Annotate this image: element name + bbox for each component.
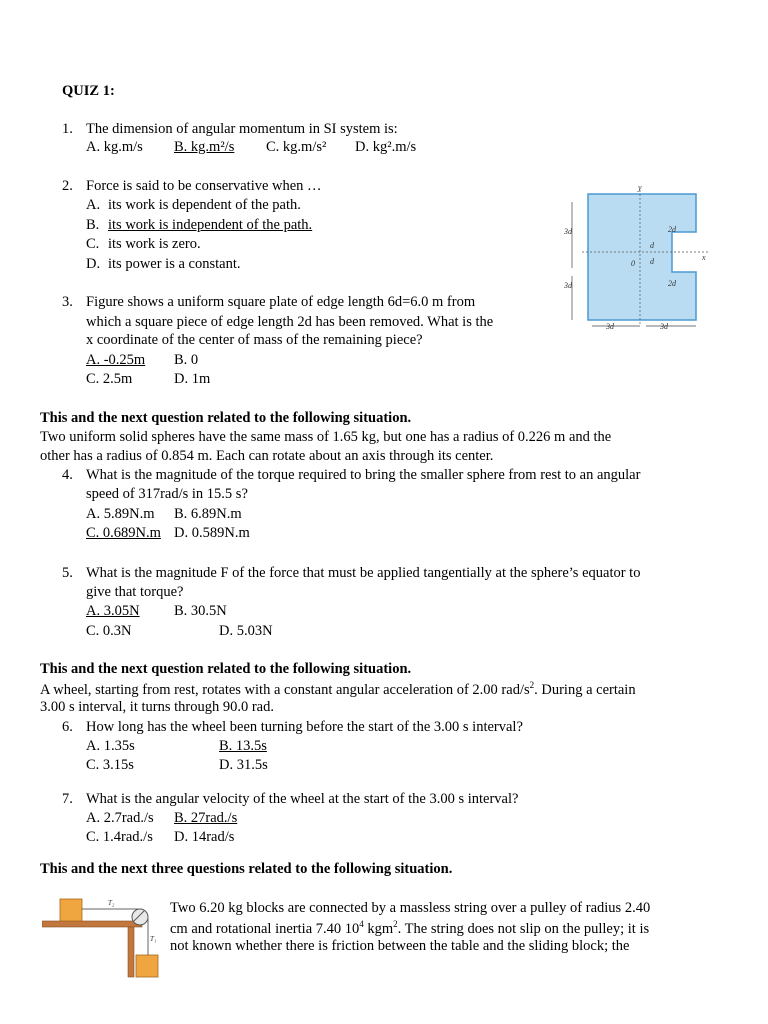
table-leg	[128, 927, 134, 977]
q1-option-c: C. kg.m/s²	[266, 139, 327, 155]
question-3-number: 3.	[62, 294, 73, 310]
table-top	[42, 921, 142, 927]
plate-3d-lower-label: 3d	[564, 281, 572, 290]
situation-3-line-2-sup2: 2	[393, 919, 398, 929]
situation-3-line-2	[170, 919, 649, 938]
situation-2-line-1-sup: 2	[529, 680, 535, 690]
situation-3-heading: This and the next three questions related to the following situation.	[40, 861, 453, 877]
q1-option-b: B. kg.m²/s	[174, 139, 235, 155]
plate-2d-lower-label: 2d	[668, 279, 676, 288]
question-5-line-1: What is the magnitude F of the force that must be applied tangentially at the sphere’s equator to	[86, 565, 641, 581]
question-6-text: How long has the wheel been turning before the start of the 3.00 s interval?	[86, 719, 523, 735]
quiz-title: QUIZ 1:	[62, 83, 115, 99]
plate-d-lower-label: d	[650, 257, 654, 266]
q2-option-b-text: its work is independent of the path.	[108, 217, 313, 233]
hanging-block	[136, 955, 158, 977]
plate-origin-label: 0	[631, 259, 635, 268]
q6-option-b: B. 13.5s	[219, 738, 267, 754]
q1-option-a: A. kg.m/s	[86, 139, 143, 155]
situation-3-line-1: Two 6.20 kg blocks are connected by a massless string over a pulley of radius 2.40	[170, 900, 651, 916]
q3-option-a: A. -0.25m	[86, 352, 146, 368]
question-3-line-2: which a square piece of edge length 2d has been removed. What is the	[86, 314, 494, 330]
question-3-line-3: x coordinate of the center of mass of the remaining piece?	[86, 332, 423, 348]
question-5-number: 5.	[62, 565, 73, 581]
pulley	[132, 909, 148, 925]
q3-option-c: C. 2.5m	[86, 371, 133, 387]
situation-2-line-1-b: . During a certain	[534, 681, 636, 698]
situation-2-heading: This and the next question related to the following situation.	[40, 661, 412, 677]
sliding-block	[60, 899, 82, 921]
q2-option-c-letter: C.	[86, 236, 100, 252]
q5-option-d: D. 5.03N	[219, 623, 273, 639]
situation-2-line-1	[40, 680, 636, 699]
question-5-line-2: give that torque?	[86, 584, 184, 600]
q2-option-c-text: its work is zero.	[108, 236, 201, 252]
situation-2-line-1-a: A wheel, starting from rest, rotates with a constant angular acceleration of 2.00 rad/s	[40, 681, 530, 698]
plate-3d-right-label: 3d	[660, 322, 668, 331]
q7-option-c: C. 1.4rad./s	[86, 829, 153, 845]
question-1-text: The dimension of angular momentum in SI system is:	[86, 121, 398, 137]
situation-1-line-2: other has a radius of 0.854 m. Each can rotate about an axis through its center.	[40, 448, 494, 464]
plate-d-upper-label: d	[650, 241, 654, 250]
q2-option-d-letter: D.	[86, 256, 101, 272]
plate-figure	[560, 180, 720, 335]
q1-option-d: D. kg².m/s	[355, 139, 417, 155]
q4-option-b: B. 6.89N.m	[174, 506, 242, 522]
situation-3-line-2-b: kgm	[363, 920, 394, 937]
pulley-figure	[42, 893, 164, 979]
q3-option-b: B. 0	[174, 352, 199, 368]
plate-3d-upper-label: 3d	[564, 227, 572, 236]
plate-2d-upper-label: 2d	[668, 225, 676, 234]
situation-1-line-1: Two uniform solid spheres have the same mass of 1.65 kg, but one has a radius of 0.226 m and the	[40, 429, 612, 445]
q5-option-b: B. 30.5N	[174, 603, 227, 619]
q7-option-a: A. 2.7rad./s	[86, 810, 154, 826]
q4-option-d: D. 0.589N.m	[174, 525, 250, 541]
situation-3-line-2-sup: 4	[359, 919, 364, 929]
q6-option-a: A. 1.35s	[86, 738, 135, 754]
situation-2-line-2: 3.00 s interval, it turns through 90.0 rad.	[40, 699, 274, 715]
q4-option-a: A. 5.89N.m	[86, 506, 155, 522]
question-4-number: 4.	[62, 467, 73, 483]
situation-3-line-2-a: cm and rotational inertia 7.40 10	[170, 920, 360, 937]
q2-option-b-letter: B.	[86, 217, 100, 233]
q6-option-d: D. 31.5s	[219, 757, 268, 773]
plate-shape	[588, 194, 696, 320]
plate-3d-left-label: 3d	[606, 322, 614, 331]
plate-x-label: x	[702, 253, 706, 262]
q5-option-a: A. 3.05N	[86, 603, 140, 619]
q7-option-d: D. 14rad/s	[174, 829, 235, 845]
question-2-text: Force is said to be conservative when …	[86, 178, 322, 194]
plate-y-label: y	[638, 183, 642, 192]
situation-1-heading: This and the next question related to the following situation.	[40, 410, 412, 426]
q7-option-b: B. 27rad./s	[174, 810, 238, 826]
question-6-number: 6.	[62, 719, 73, 735]
tension-t1-label: T₁	[150, 935, 157, 943]
tension-t2-label: T₂	[108, 899, 115, 907]
question-3-line-1: Figure shows a uniform square plate of edge length 6d=6.0 m from	[86, 294, 476, 310]
q3-option-d: D. 1m	[174, 371, 211, 387]
q5-option-c: C. 0.3N	[86, 623, 132, 639]
q4-option-c: C. 0.689N.m	[86, 525, 161, 541]
q2-option-a-text: its work is dependent of the path.	[108, 197, 301, 213]
q2-option-a-letter: A.	[86, 197, 101, 213]
question-7-number: 7.	[62, 791, 73, 807]
q6-option-c: C. 3.15s	[86, 757, 134, 773]
question-7-text: What is the angular velocity of the wheel at the start of the 3.00 s interval?	[86, 791, 519, 807]
question-2-number: 2.	[62, 178, 73, 194]
question-4-line-2: speed of 317rad/s in 15.5 s?	[86, 486, 248, 502]
question-1-number: 1.	[62, 121, 73, 137]
situation-3-line-2-c: . The string does not slip on the pulley; it is	[397, 920, 650, 937]
question-4-line-1: What is the magnitude of the torque required to bring the smaller sphere from rest to an angular	[86, 467, 641, 483]
situation-3-line-3: not known whether there is friction between the table and the sliding block; the	[170, 938, 630, 954]
q2-option-d-text: its power is a constant.	[108, 256, 241, 272]
